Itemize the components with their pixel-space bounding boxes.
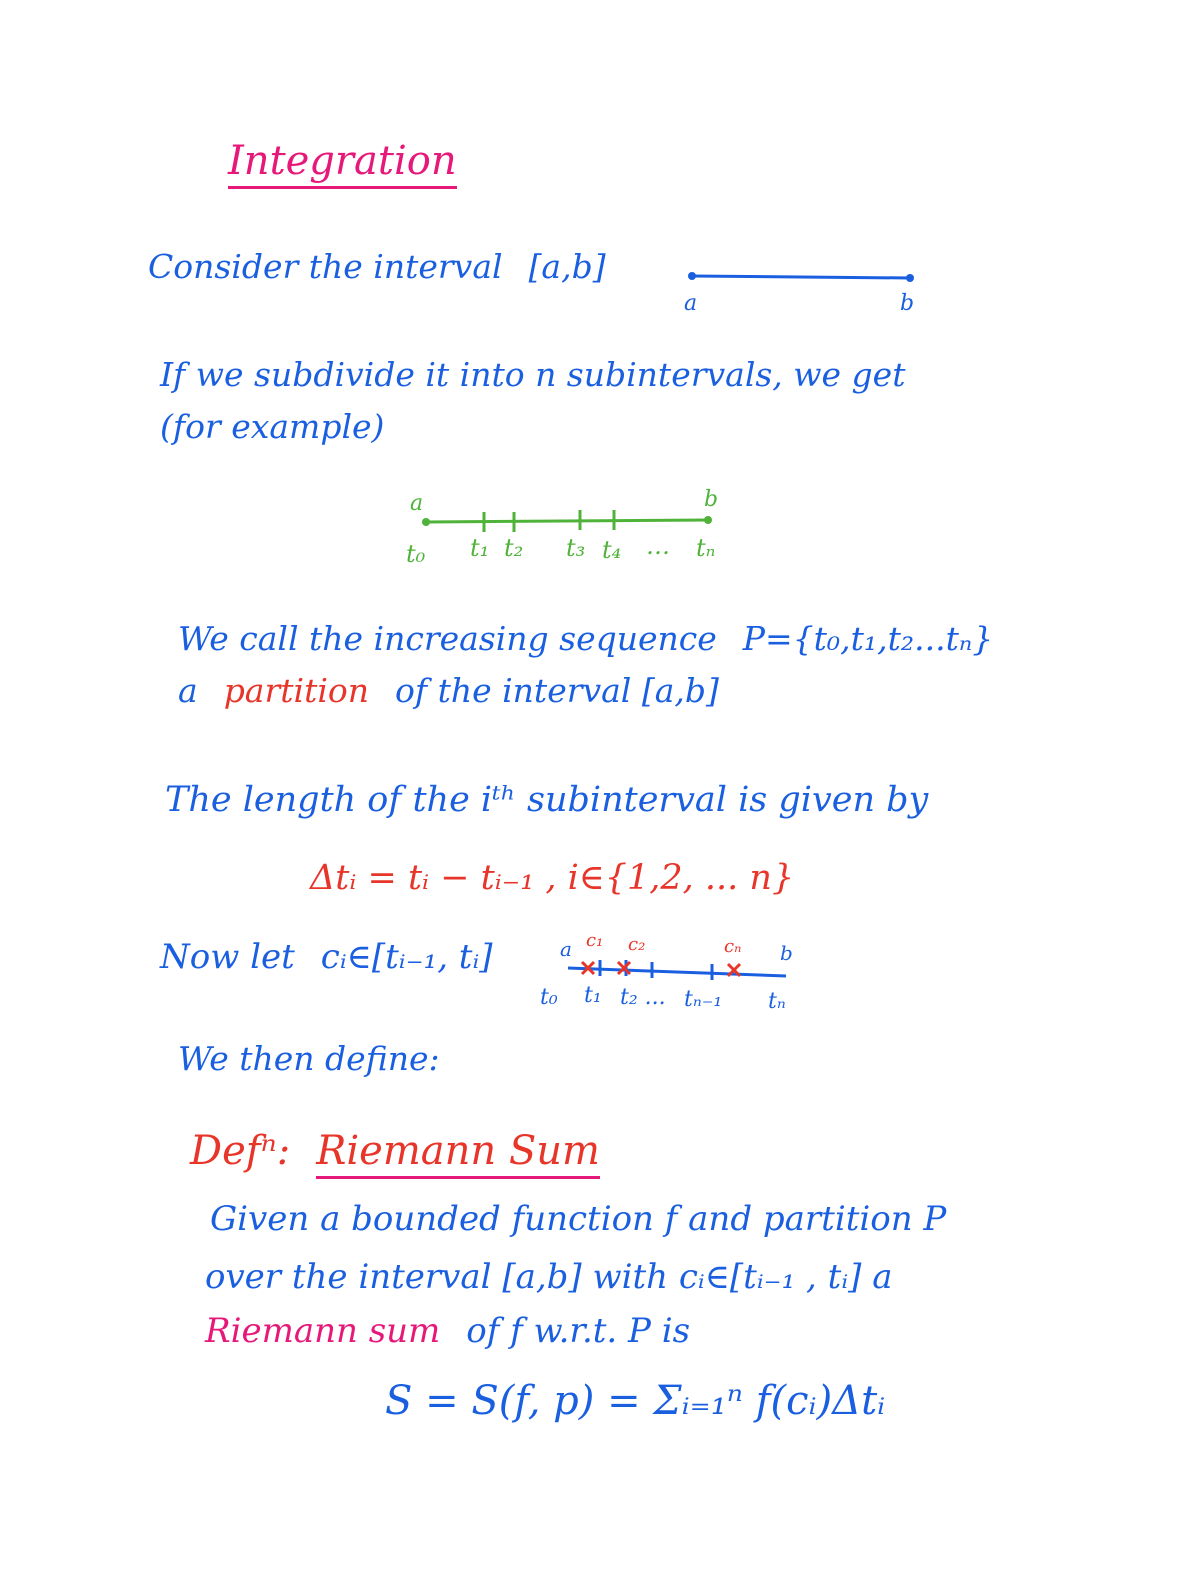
tick-label-t4: t₄ (602, 536, 622, 564)
sample-label-c1: c₁ (586, 930, 604, 951)
definition-line-3 (205, 1312, 690, 1351)
subinterval-length-text: The length of the iᵗʰ subinterval is given by (165, 780, 929, 820)
definition-line-3-rest: of f w.r.t. P is (466, 1311, 691, 1351)
definition-line-1: Given a bounded function f and partition P (210, 1199, 947, 1239)
then-define-text: We then define: (178, 1039, 440, 1078)
partition-set: P={t₀,t₁,t₂...tₙ} (742, 619, 994, 658)
sample-tick-tn-1: tₙ₋₁ (684, 987, 723, 1012)
definition-label: Defⁿ: (190, 1128, 291, 1174)
interval-intro (148, 248, 606, 286)
riemann-sum-keyword: Riemann sum (205, 1311, 441, 1351)
partition-sketch (400, 487, 740, 580)
subdivide-text: If we subdivide it into n subintervals, we get (160, 355, 906, 394)
sample-label-a: a (560, 937, 572, 961)
now-let-text (160, 938, 493, 977)
tick-label-ellipsis: … (646, 532, 670, 560)
sample-label-b: b (780, 941, 793, 965)
page-title: Integration (228, 138, 457, 189)
interval-label-a: a (684, 291, 698, 316)
tick-label-t2: t₂ (504, 534, 524, 562)
sample-label-c2: c₂ (628, 934, 646, 955)
sequence-text (178, 620, 993, 658)
example-text: (for example) (160, 407, 385, 446)
delta-t-formula: Δtᵢ = tᵢ − tᵢ₋₁ , i∈{1,2, ... n} (310, 858, 795, 898)
interval-sketch (680, 262, 930, 322)
sample-points-sketch (540, 930, 810, 1020)
partition-prefix: a (178, 671, 198, 710)
sample-label-cn: cₙ (724, 936, 742, 957)
c-i-expression: cᵢ∈[tᵢ₋₁, tᵢ] (320, 937, 493, 977)
tick-label-t3: t₃ (566, 534, 586, 562)
partition-label-a: a (410, 491, 424, 516)
sequence-text-words: We call the increasing sequence (178, 619, 717, 658)
interval-label-b: b (900, 291, 915, 316)
interval-intro-text: Consider the interval (148, 247, 503, 286)
definition-line-2: over the interval [a,b] with cᵢ∈[tᵢ₋₁ , tᵢ] a (205, 1257, 893, 1297)
partition-keyword: partition (223, 671, 370, 710)
partition-suffix: of the interval [a,b] (395, 671, 719, 710)
definition-heading (190, 1128, 600, 1174)
sample-tick-t0: t₀ (540, 985, 558, 1010)
sample-tick-t1: t₁ (584, 983, 602, 1008)
riemann-sum-formula: S = S(f, p) = Σᵢ₌₁ⁿ f(cᵢ)Δtᵢ (385, 1378, 886, 1424)
tick-label-t1: t₁ (470, 534, 490, 562)
tick-label-tn: tₙ (696, 534, 716, 562)
now-let-words: Now let (160, 937, 295, 977)
partition-definition-text (178, 672, 719, 710)
interval-notation: [a,b] (528, 247, 606, 286)
partition-label-b: b (704, 487, 719, 512)
sample-tick-t2: t₂ ... (620, 985, 666, 1010)
definition-name: Riemann Sum (316, 1128, 600, 1179)
tick-label-t0: t₀ (406, 540, 426, 568)
sample-tick-tn: tₙ (768, 989, 786, 1014)
